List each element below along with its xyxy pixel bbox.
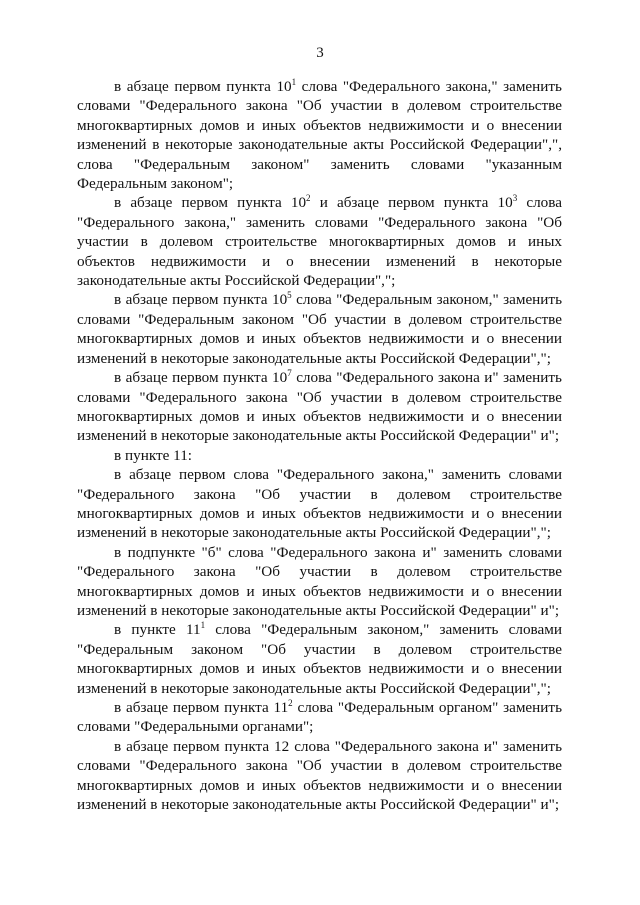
text: слова "Федеральным законом," заменить словами "Федеральным законом "Об участии в долевом строительстве многоквартирных домов и иных объектов недвижимости и о внесении изменений в некоторые законодательные акты Российской Федерации","; [77, 621, 562, 697]
text: слова "Федерального закона и" заменить словами "Федерального закона "Об участии в долевом строительстве многоквартирных домов и иных объектов недвижимости и о внесении изменений в некоторые законодательные акты Российской Федерации" и"; [77, 369, 562, 445]
text: в абзаце первом пункта 10 [114, 369, 288, 387]
text: в пункте 11: [114, 446, 193, 464]
text: слова "Федеральным органом" заменить словами "Федеральными органами"; [77, 699, 562, 736]
paragraph-6 [77, 465, 562, 543]
superscript: 7 [287, 368, 292, 379]
paragraph-5 [77, 446, 562, 465]
text: слова "Федерального закона," заменить словами "Федерального закона "Об участии в долевом строительстве многоквартирных домов и иных объектов недвижимости и о внесении изменений в некоторые законодательные акты Российской Федерации",", слова "Федеральным законом" заменить словами "указанным Федеральным законом"; [77, 78, 562, 193]
page-number: 3 [316, 45, 324, 61]
paragraph-4 [77, 368, 562, 446]
text: в пункте 11 [114, 621, 201, 639]
superscript: 2 [306, 193, 311, 204]
document-body [77, 77, 562, 814]
text: в подпункте "б" слова "Федерального закона и" заменить словами "Федерального закона "Об участии в долевом строительстве многоквартирных домов и иных объектов недвижимости и о внесении изменений в некоторые законодательные акты Российской Федерации" и"; [77, 543, 562, 619]
text: и абзаце первом пункта 10 [310, 194, 513, 212]
paragraph-3 [77, 290, 562, 368]
superscript: 1 [291, 76, 297, 87]
paragraph-1 [77, 77, 562, 193]
text: в абзаце первом пункта 10 [114, 291, 288, 309]
superscript: 3 [512, 193, 518, 204]
paragraph-10 [77, 737, 562, 815]
paragraph-2 [77, 193, 562, 290]
text: в абзаце первом пункта 12 слова "Федерального закона и" заменить словами "Федерального закона "Об участии в долевом строительстве многоквартирных домов и иных объектов недвижимости и о внесении изменений в некоторые законодательные акты Российской Федерации" и"; [77, 737, 562, 814]
text: слова "Федеральным законом," заменить словами "Федеральным законом "Об участии в долевом строительстве многоквартирных домов и иных объектов недвижимости и о внесении изменений в некоторые законодательные акты Российской Федерации","; [77, 291, 562, 367]
paragraph-8 [77, 620, 562, 698]
superscript: 5 [287, 290, 292, 301]
text: в абзаце первом пункта 11 [114, 699, 289, 716]
paragraph-9 [77, 698, 562, 737]
text: в абзаце первом слова "Федерального закона," заменить словами "Федерального закона "Об участии в долевом строительстве многоквартирных домов и иных объектов недвижимости и о внесении изменений в некоторые законодательные акты Российской Федерации","; [77, 466, 562, 542]
text: в абзаце первом пункта 10 [114, 78, 292, 95]
paragraph-7 [77, 543, 562, 621]
superscript: 2 [288, 697, 293, 708]
text: в абзаце первом пункта 10 [114, 194, 307, 212]
superscript: 1 [200, 620, 206, 631]
text: слова "Федерального закона," заменить словами "Федерального закона "Об участии в долевом строительстве многоквартирных домов и иных объектов недвижимости и о внесении изменений в некоторые законодательные акты Российской Федерации","; [77, 194, 562, 290]
